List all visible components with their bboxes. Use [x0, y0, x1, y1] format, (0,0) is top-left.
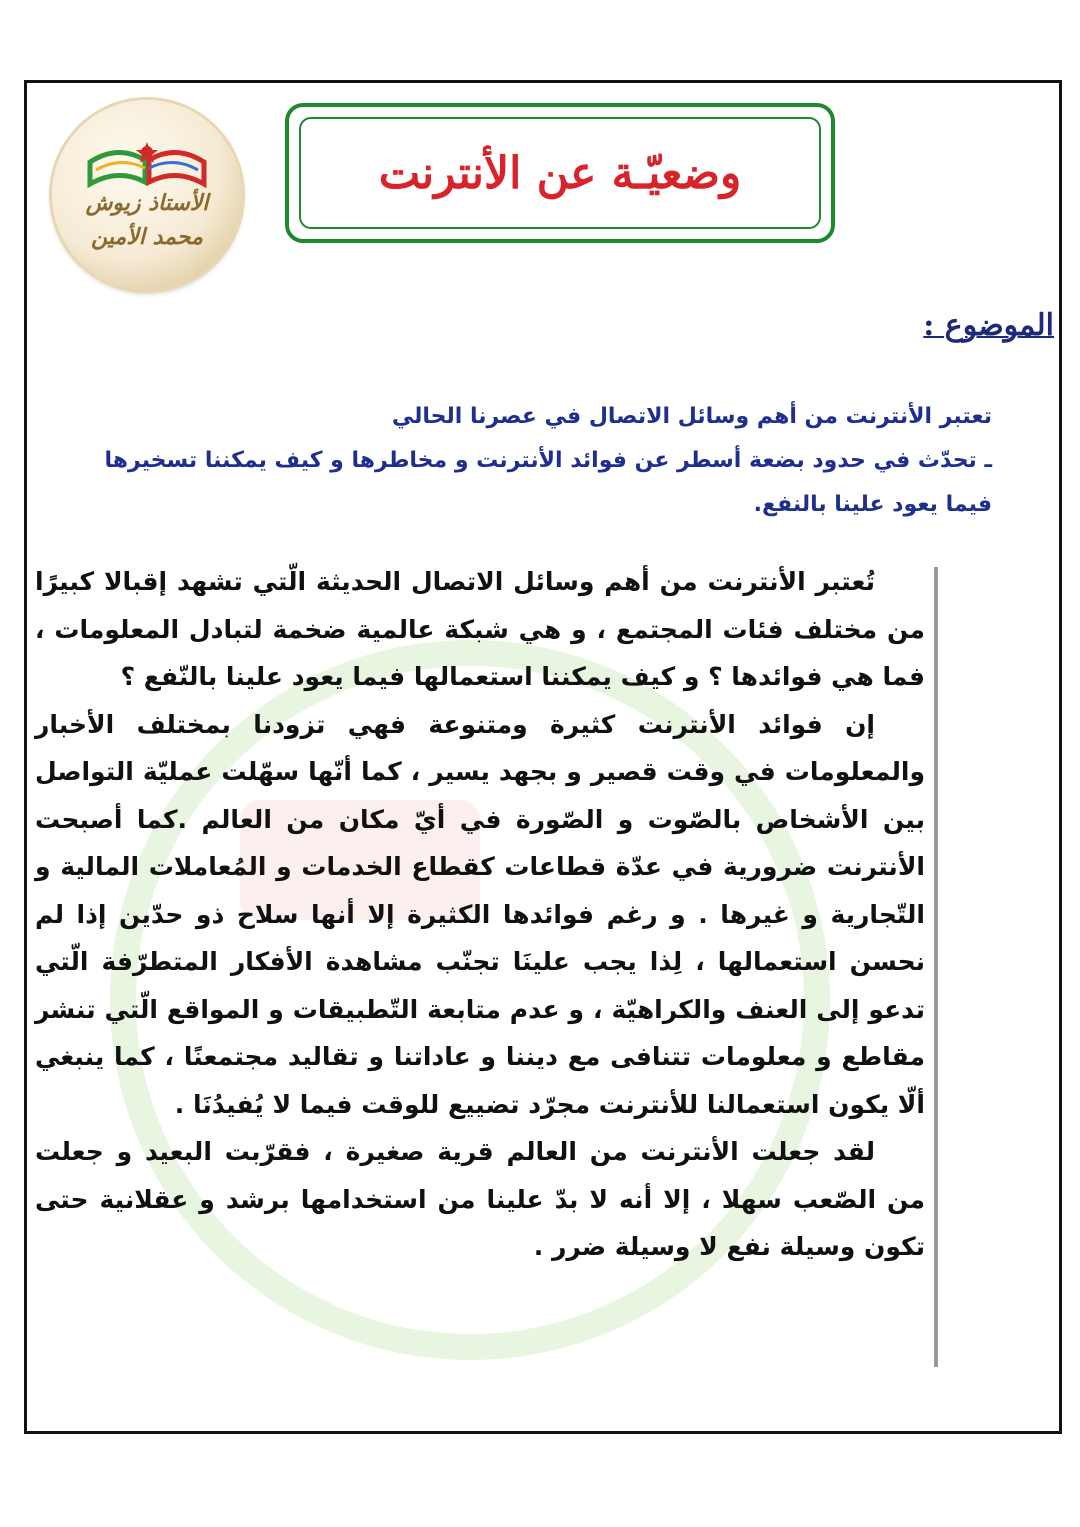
logo-signature: الأستاذ زيوش محمد الأمين [85, 190, 209, 250]
title-frame [285, 103, 835, 243]
essay-paragraph-intro: تُعتبر الأنترنت من أهم وسائل الاتصال الحديثة الّتي تشهد إقبالا كبيرًا من مختلف فئات المجتمع ، و هي شبكة عالمية ضخمة لتبادل المعلومات ، فما هي فوائدها ؟ و كيف يمكننا استعمالها فيما يعود علينا بالنّفع ؟ [35, 567, 925, 691]
title-frame-inner [299, 117, 821, 229]
essay-margin-line [934, 567, 938, 1367]
page-title: وضعيّـة عن الأنترنت [378, 147, 742, 199]
subject-label: الموضوع : [923, 308, 1054, 343]
assignment-prompt [72, 395, 992, 527]
author-logo [52, 100, 242, 290]
subject-heading [923, 308, 1054, 343]
prompt-line-1: تعتبر الأنترنت من أهم وسائل الاتصال في عصرنا الحالي [391, 404, 992, 429]
prompt-line-2: ـ تحدّث في حدود بضعة أسطر عن فوائد الأنترنت و مخاطرها و كيف يمكننا تسخيرها فيما يعود علينا بالنفع. [104, 448, 992, 517]
essay-paragraph-conclusion: لقد جعلت الأنترنت من العالم قرية صغيرة ، فقرّبت البعيد و جعلت من الصّعب سهلا ، إلا أنه لا بدّ علينا من استخدامها برشد و عقلانية حتى تكون وسيلة نفع لا وسيلة ضرر . [35, 1137, 925, 1261]
essay-paragraph-body: إن فوائد الأنترنت كثيرة ومتنوعة فهي تزودنا بمختلف الأخبار والمعلومات في وقت قصير و بجهد يسير ، كما أنّها سهّلت عمليّة التواصل بين الأشخاص بالصّوت و الصّورة في أيّ مكان من العالم .كما أصبحت الأنترنت ضرورية في عدّة قطاعات كقطاع الخدمات و المُعاملات المالية و التّجارية و غيرها . و رغم فوائدها الكثيرة إلا أنها سلاح ذو حدّين إذا لم نحسن استعمالها ، لِذا يجب علينَا تجنّب مشاهدة الأفكار المتطرّفة الّتي تدعو إلى العنف والكراهيّة ، و عدم متابعة التّطبيقات و المواقع الّتي تنشر مقاطع و معلومات تتنافى مع ديننا و عاداتنا و تقاليد مجتمعنًا ، كما ينبغي ألّا يكون استعمالنا للأنترنت مجرّد تضييع للوقت فيما لا يُفيدُنَا . [35, 709, 925, 1119]
essay-body [35, 558, 925, 1271]
